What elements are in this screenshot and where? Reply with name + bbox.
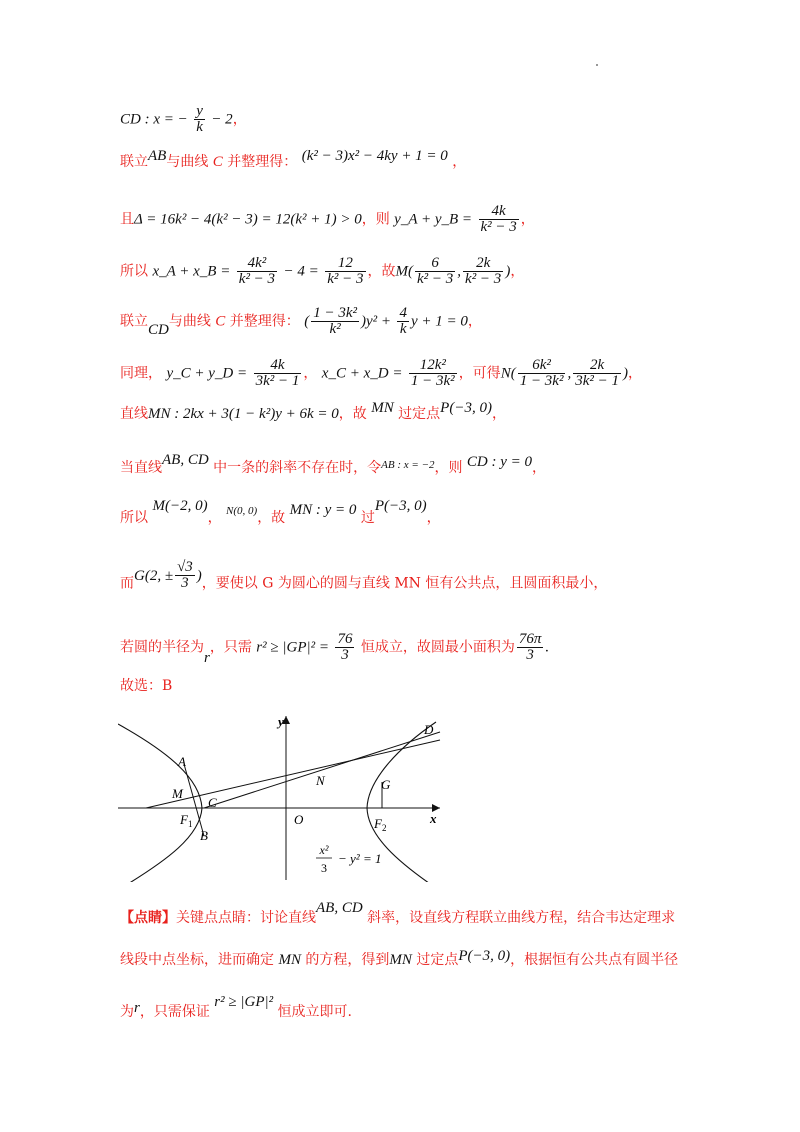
cd-equation-text: CD : x = − [120, 111, 188, 128]
point-b-label: B [200, 828, 208, 843]
point-c-label: C [208, 795, 217, 810]
focus-f1-label: $F_1$ [180, 812, 193, 829]
discriminant-eq: Δ = 16k² − 4(k² − 3) = 12(k² + 1) > 0 [134, 211, 362, 228]
hyperbola-left-branch [118, 724, 202, 882]
fraction: $\frac{y}{k}$ [196, 103, 203, 135]
line-point-g: 而G(2, ± $\frac{√3}{3}$ )，要使以 G 为圆心的圆与直线 MN 恒有公共点，且圆面积最小， [120, 559, 608, 592]
point-n-label: N [316, 773, 325, 788]
answer-line: 故选：B [120, 678, 173, 694]
line-discriminant: 且Δ = 16k² − 4(k² − 3) = 12(k² + 1) > 0，则 y_A + y_B = $\frac{4k}{\text{k² − 3}}$ ， [120, 203, 535, 235]
comment-line-2: 线段中点坐标，进而确定 MN 的方程，得到MN 过定点P(−3, 0)，根据恒有公共点有圆半径 [120, 948, 679, 968]
line-special-case: 当直线AB, CD 中一条的斜率不存在时，令$^{AB : x = -2}$，则 CD : y = 0， [120, 452, 547, 476]
line-midpoint-n: 同理， y_C + y_D = $\frac{4k}{\text{3k² − 1}}$ ， x_C + x_D = $\frac{\text{12k²}}{\text{1 − 3k²}}$ ，可得N( $\frac{\text{6k²}}{\text{1 − 3k²}}$ , $\frac{2k}{\text{3k² − 1}}$ )， [120, 357, 642, 389]
point-m-label: M [172, 786, 183, 801]
line-join-ab: 联立AB与曲线 C 并整理得： (k² − 3)x² − 4ky + 1 = 0 ， [120, 148, 467, 170]
chord-cd [204, 732, 440, 808]
hyperbola-figure [118, 712, 443, 882]
page-dot [596, 64, 598, 66]
point-d-label: D [424, 722, 434, 737]
line-join-cd: 联立CD与曲线 C 并整理得： ( $\frac{\text{1 − 3k²}}{\text{k²}}$ )y² + $\frac{4}{k}$ y + 1 = 0， [120, 305, 482, 338]
line-mn [146, 740, 440, 808]
comment-line-3: 为r，只需保证 r² ≥ |GP|² 恒成立即可. [120, 994, 353, 1020]
svg-text:− y² = 1: − y² = 1 [338, 851, 382, 866]
line-mn-equation: 直线MN : 2kx + 3(1 − k²)y + 6k = 0，故 MN 过定点P(−3, 0)， [120, 400, 506, 422]
ab-quadratic: (k² − 3)x² − 4ky + 1 = 0 [301, 148, 448, 164]
line-midpoint-m: 所以 x_A + x_B = $\frac{\text{4k²}}{\text{k² − 3}}$ − 4 = $\frac{12}{\text{k² − 3}}$ ，故M( $\frac{6}{\text{k² − 3}}$ , $\frac{2k}{\text{k² − 3}}$ )， [120, 255, 525, 287]
svg-text:3: 3 [321, 861, 327, 875]
point-a-label: A [178, 754, 186, 769]
comment-tag: 【点睛】 [120, 910, 176, 926]
origin-label: O [294, 812, 304, 827]
focus-f2-label: $F_2$ [374, 816, 387, 833]
line-radius: 若圆的半径为r，只需 r² ≥ |GP|² = $\frac{76}{3}$ 恒成立，故圆最小面积为 $\frac{76\pi}{3}$ . [120, 631, 550, 666]
y-axis-label: y [278, 714, 284, 729]
point-g-label: G [381, 777, 391, 792]
hyperbola-equation [316, 843, 381, 875]
svg-text:x²: x² [319, 843, 329, 857]
comment-line-1: 【点睛】关键点点睛：讨论直线AB, CD 斜率，设直线方程联立曲线方程，结合韦达定理求 [120, 900, 676, 926]
line-special-mn: 所以 M(−2, 0)， $^{N(0, 0)}$，故 MN : y = 0 过P(−3, 0)， [120, 498, 441, 526]
line-cd-equation: CD : x = − $\frac{y}{k}$ − 2， [120, 103, 247, 135]
x-axis-label: x [430, 811, 437, 826]
